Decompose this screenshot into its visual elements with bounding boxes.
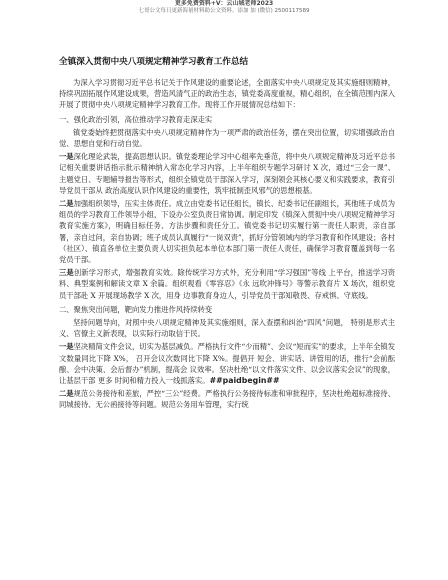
document-body xyxy=(59,56,395,413)
paragraph-1: 镇党委始终把贯彻落实中央八项规定精神作为一项严肃的政治任务，摆在突出位置，切实增强政治自觉、思想自觉和行动自觉。 xyxy=(59,127,395,149)
paragraph-6 xyxy=(59,341,395,386)
point-1-text: 深化理论武装，提高思想认识。镇党委理论学习中心组率先垂范，将中央八项规定精神及习近平总书记相关重要讲话指示批示精神纳入常态化学习内容，上半年组织专题学习研讨 X 次，通过“三会一课”、主题党日、专题辅导报告等形式，组织全镇党员干部深入学习，深刻领会其核心要义和实践要求，教育引导党员干部从 政治高度认识作风建设的重要性，筑牢抵制歪风邪气的思想根基。 xyxy=(59,152,395,195)
point-4-text: 坚决精简文件会议，切实为基层减负。严格执行文件“少而精”、会议“短而实”的要求，上半年全镇发文数量同比下降 X%， 召开会议次数同比下降 X%。提倡开 短会、讲实话、讲管用的话，推行“会前酝酿、会中决策、会后督办”机制，提高会 议效率。坚决杜绝“以文件落实文件、以会议落实会议”的现象，让基层干部 更多 时间和精力投入一线抓落实。 xyxy=(59,342,396,386)
intro-paragraph: 为深入学习贯彻习近平总书记关于作风建设的重要论述，全面落实中央八项规定及其实施细则精神，持续巩固拓展作风建设成果，营造风清气正的政治生态，镇党委高度重视，精心组织，在全镇范围内深入开展了贯彻中央八项规定精神学习教育工作。现将工作开展情况总结如下： xyxy=(59,78,395,110)
section-heading-1: 一、强化政治引领，高位推动学习教育走深走实 xyxy=(59,114,213,124)
paid-begin-marker: ##paidbegin## xyxy=(209,376,280,386)
page-header xyxy=(0,0,448,15)
point-1-lead: 一是 xyxy=(59,152,74,162)
paragraph-5: 坚持问题导向，对照中央八项规定精神及其实施细则，深入查摆和纠治“四风”问题， 特别是形式主义、官僚主义新表现，以实际行动取信于民。 xyxy=(59,318,395,339)
paragraph-7 xyxy=(59,388,395,410)
point-3-text: 创新学习形式，增强教育实效。除传统学习方式外，充分利用“学习强国”等线 上平台，推送学习资料、典型案例和解读文章 X 余篇。组织观看《零容忍》《永 远吹冲锋号》等警示教育片 X 场次，组织党员干部赴 X 开展现场教学 X 次，用身 边事教育身边人，引导党员干部知敬畏、存戒惧、守底线。 xyxy=(59,268,396,300)
point-3-lead: 三是 xyxy=(59,268,74,278)
section-heading-2: 二、聚焦突出问题，靶向发力推进作风持续转变 xyxy=(59,304,213,314)
header-contact-line: 七哥公文每日更新海量材料助公文资料。添加 加 (微信) 2500117589 xyxy=(138,8,310,14)
document-title: 全镇深入贯彻中央八项规定精神学习教育工作总结 xyxy=(59,57,249,67)
point-5-lead: 二是 xyxy=(59,389,74,399)
paragraph-4 xyxy=(59,267,395,301)
paragraph-3 xyxy=(59,198,395,265)
header-promo-line: 更多免费资料+V：云山城老师2023 xyxy=(174,0,274,7)
point-4-lead: 一是 xyxy=(59,342,74,352)
paragraph-2 xyxy=(59,151,395,196)
point-2-lead: 二是 xyxy=(59,199,74,209)
point-2-text: 加强组织领导，压实主体责任。成立由党委书记任组长，镇长、纪委书记任副组长，其他班子成员为组员的学习教育工作领导小组，下设办公室负责日常协调。制定印发《镇深入贯彻中央八项规定精神学习教育实施方案》，明确目标任务、方法步骤和责任分工。镇党委书记切实履行第一责任人职责，亲自部署，亲自过问，亲自协调；班子成员认真履行“一岗双责”，抓好分管领域内的学习教育和作风建设；各村（社区）、镇直各单位主要负责人切实担负起本单位本部门第一责任人责任，确保学习教育覆盖到每一名党员干部。 xyxy=(59,199,395,265)
point-5-text: 规范公务接待和差旅，严控“三公”经费。严格执行公务接待标准和审批程序，坚决杜绝超标准接待、同城接待、无公函接待等问题。规范公务用车管理，实行统 xyxy=(59,389,395,410)
